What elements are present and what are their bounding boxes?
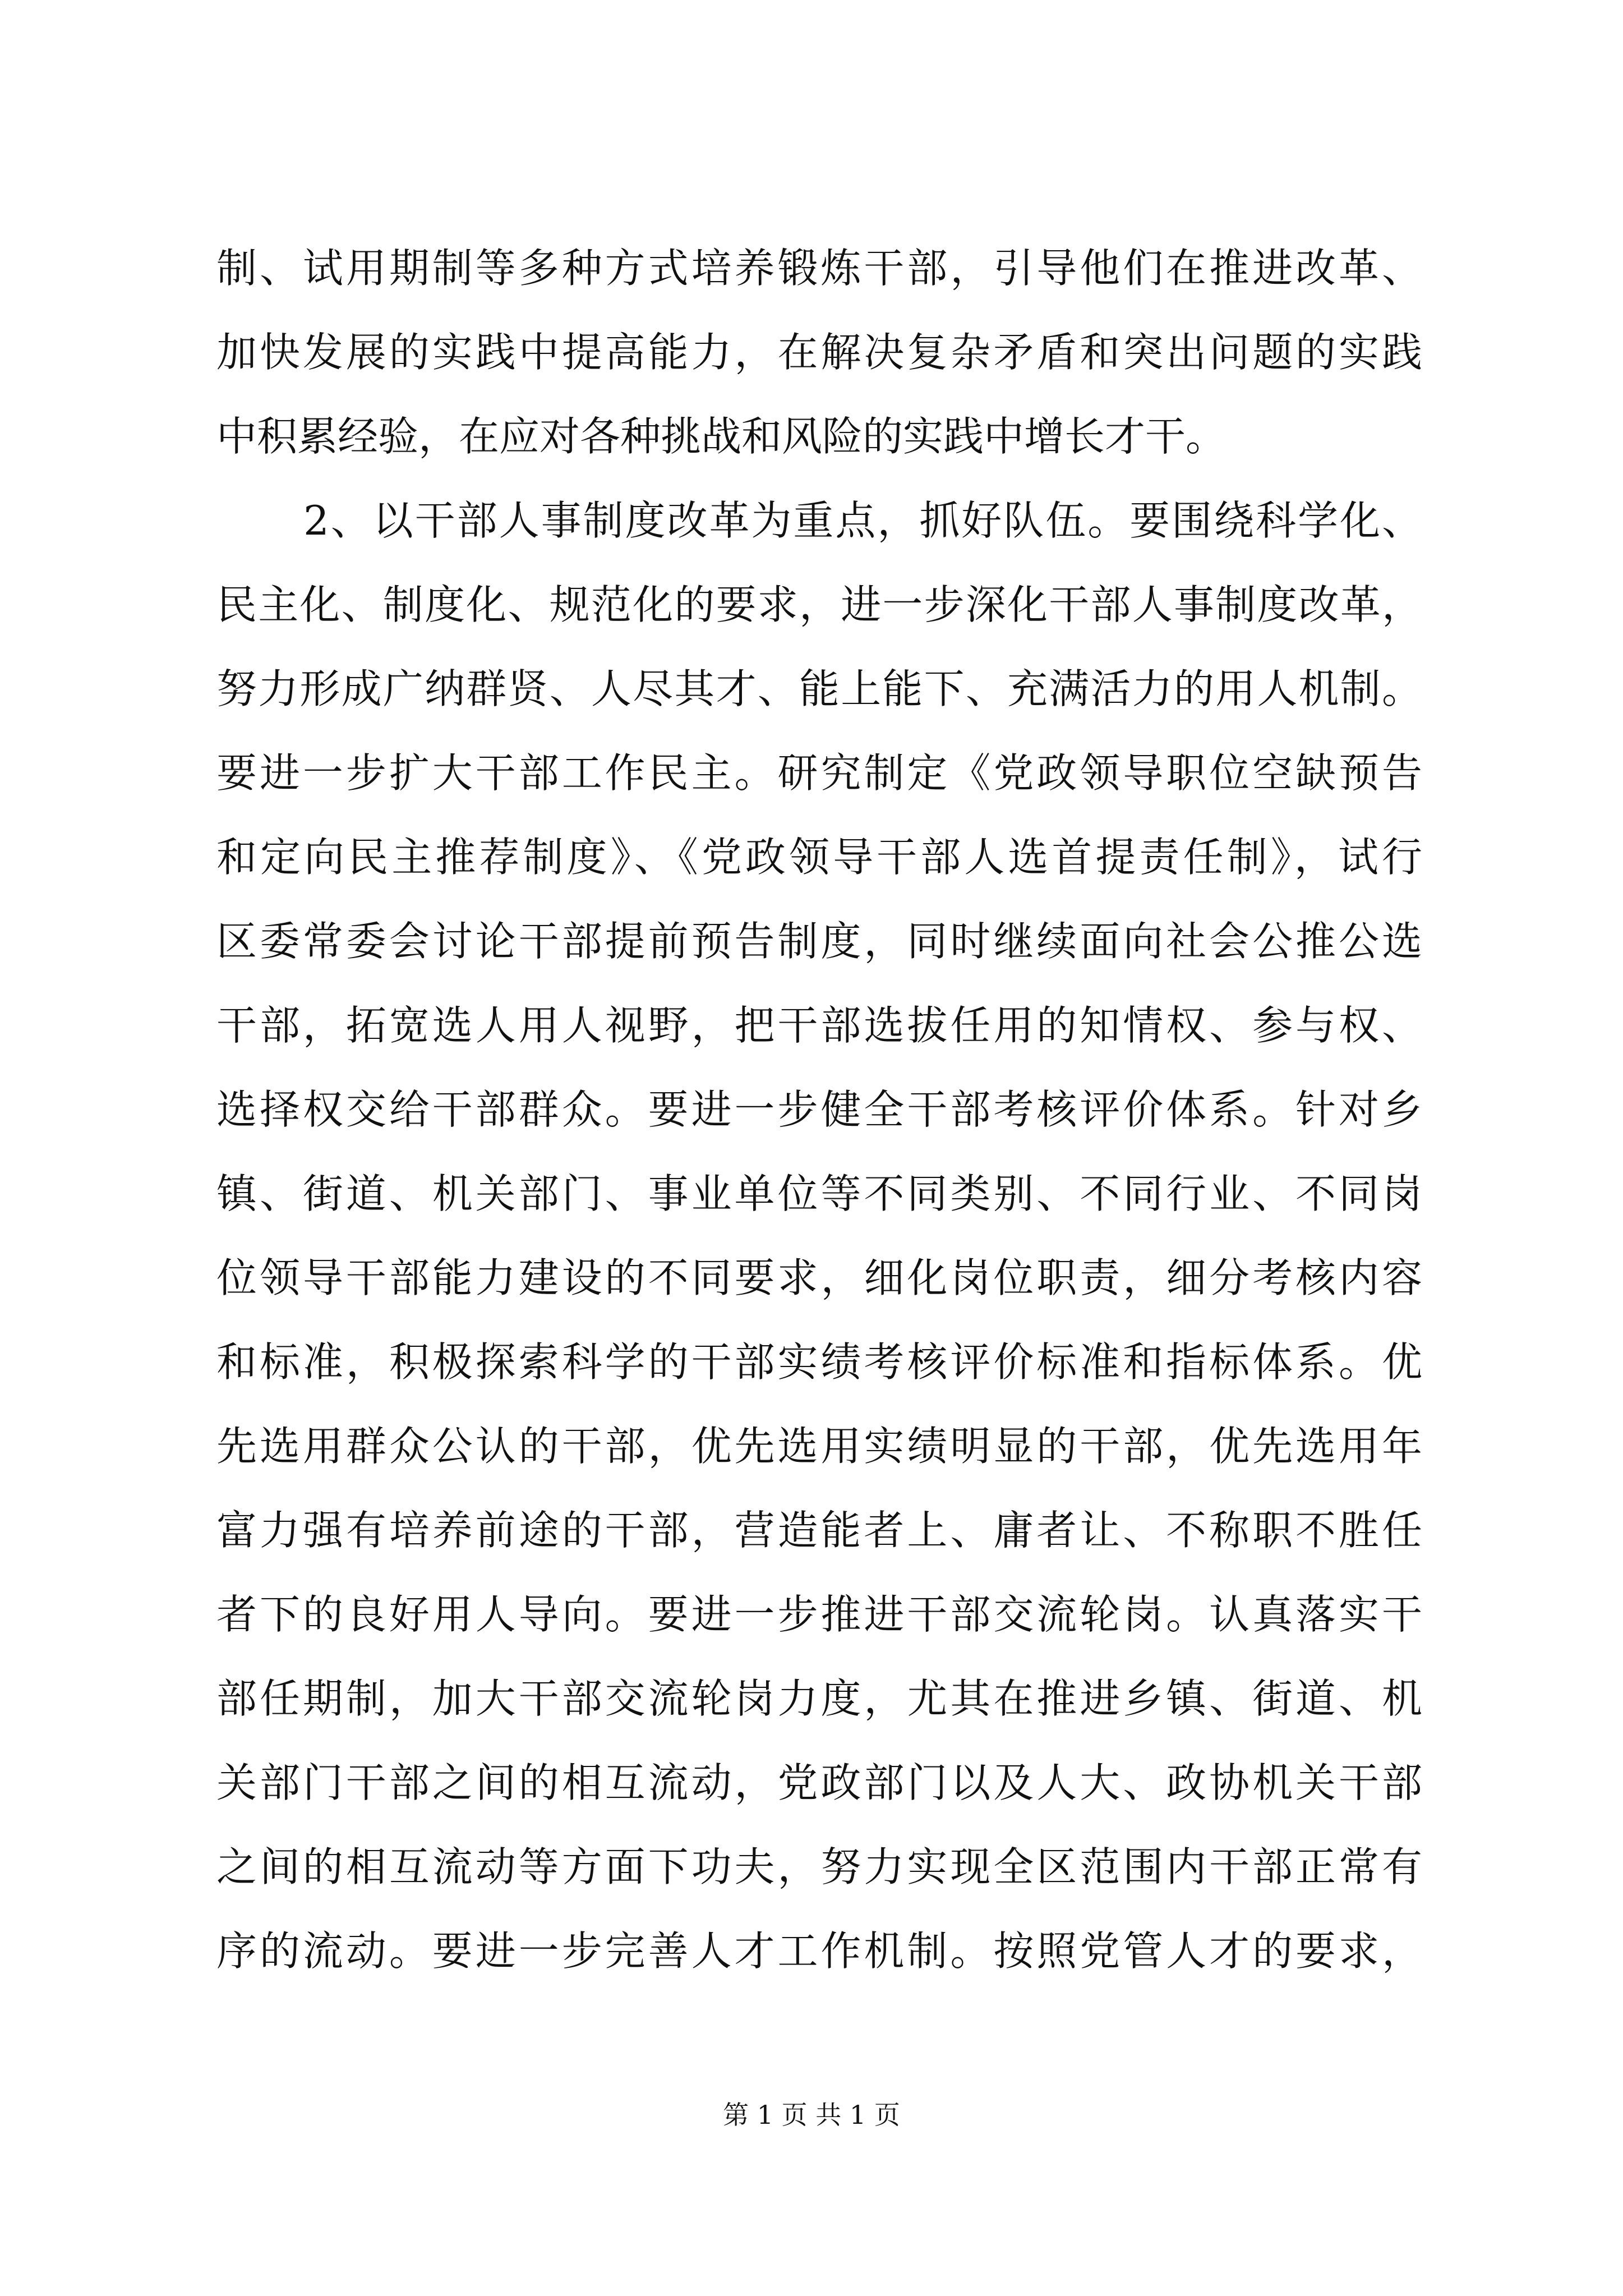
paragraph-line: 镇、街道、机关部门、事业单位等不同类别、不同行业、不同岗 xyxy=(216,1170,1422,1217)
page-number-footer: 第 1 页 共 1 页 xyxy=(723,2100,900,2130)
paragraph-line: 部任期制，加大干部交流轮岗力度，尤其在推进乡镇、街道、机 xyxy=(216,1675,1422,1722)
paragraph-line: 制、试用期制等多种方式培养锻炼干部，引导他们在推进改革、 xyxy=(216,245,1422,292)
paragraph-line: 序的流动。要进一步完善人才工作机制。按照党管人才的要求， xyxy=(216,1927,1422,1975)
paragraph-line: 先选用群众公认的干部，优先选用实绩明显的干部，优先选用年 xyxy=(216,1423,1422,1470)
paragraph-line: 和标准，积极探索科学的干部实绩考核评价标准和指标体系。优 xyxy=(216,1338,1422,1386)
paragraph-line: 努力形成广纳群贤、人尽其才、能上能下、充满活力的用人机制。 xyxy=(216,665,1422,712)
paragraph-line: 位领导干部能力建设的不同要求，细化岗位职责，细分考核内容 xyxy=(216,1254,1422,1301)
paragraph-line: 者下的良好用人导向。要进一步推进干部交流轮岗。认真落实干 xyxy=(216,1591,1422,1638)
paragraph-line: 区委常委会讨论干部提前预告制度，同时继续面向社会公推公选 xyxy=(216,918,1422,965)
paragraph-line: 选择权交给干部群众。要进一步健全干部考核评价体系。针对乡 xyxy=(216,1086,1422,1133)
paragraph-line: 中积累经验，在应对各种挑战和风险的实践中增长才干。 xyxy=(216,413,1227,460)
paragraph-line: 和定向民主推荐制度》、《党政领导干部人选首提责任制》，试行 xyxy=(216,834,1422,881)
paragraph-line: 民主化、制度化、规范化的要求，进一步深化干部人事制度改革， xyxy=(216,581,1422,628)
paragraph-line: 2、以干部人事制度改革为重点，抓好队伍。要围绕科学化、 xyxy=(303,497,1422,544)
paragraph-line: 关部门干部之间的相互流动，党政部门以及人大、政协机关干部 xyxy=(216,1759,1422,1806)
paragraph-line: 之间的相互流动等方面下功夫，努力实现全区范围内干部正常有 xyxy=(216,1843,1422,1890)
paragraph-line: 要进一步扩大干部工作民主。研究制定《党政领导职位空缺预告 xyxy=(216,749,1422,797)
paragraph-line: 干部，拓宽选人用人视野，把干部选拔任用的知情权、参与权、 xyxy=(216,1002,1422,1049)
paragraph-line: 加快发展的实践中提高能力，在解决复杂矛盾和突出问题的实践 xyxy=(216,329,1422,376)
paragraph-line: 富力强有培养前途的干部，营造能者上、庸者让、不称职不胜任 xyxy=(216,1507,1422,1554)
